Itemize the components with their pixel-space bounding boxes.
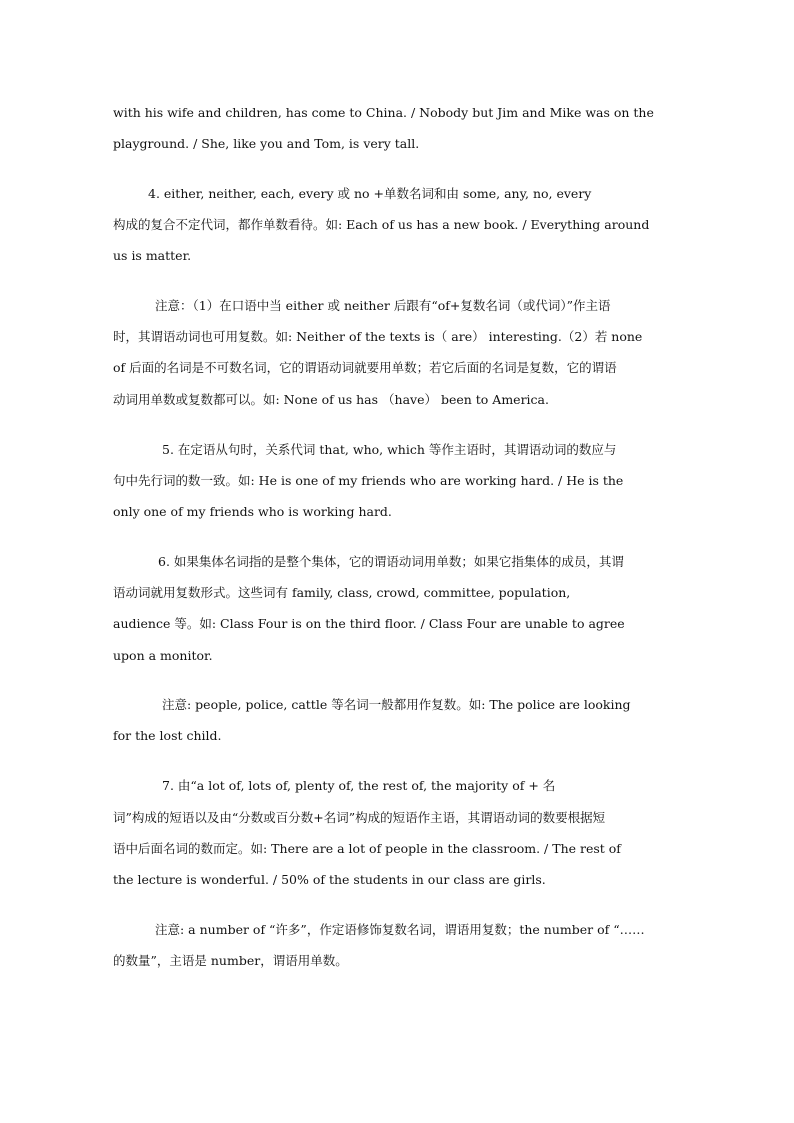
text-line: us is matter. [113,248,192,263]
text-line: for the lost child. [113,728,222,743]
text-line: 注意：（1）在口语中当 either 或 neither 后跟有“of+复数名词（或代词）”作主语 [155,298,611,313]
text-line: 注意: a number of “许多”，作定语修饰复数名词，谓语用复数；the number of “…… [155,922,645,937]
text-line: 的数量”，主语是 number，谓语用单数。 [113,953,348,968]
text-line: 4. either, neither, each, every 或 no +单数名词和由 some, any, no, every [148,186,592,201]
text-line: playground. / She, like you and Tom, is very tall. [113,136,420,151]
text-line: of 后面的名词是不可数名词，它的谓语动词就要用单数；若它后面的名词是复数，它的谓语 [113,360,617,375]
text-line: 时，其谓语动词也可用复数。如: Neither of the texts is（ are） interesting.（2）若 none [113,329,643,344]
text-line: 注意: people, police, cattle 等名词一般都用作复数。如: The police are looking [162,697,631,712]
text-line: 6. 如果集体名词指的是整个集体，它的谓语动词用单数；如果它指集体的成员，其谓 [158,554,624,569]
text-line: the lecture is wonderful. / 50% of the students in our class are girls. [113,872,546,887]
text-line: audience 等。如: Class Four is on the third floor. / Class Four are unable to agree [113,616,625,631]
text-line: 5. 在定语从句时，关系代词 that, who, which 等作主语时，其谓语动词的数应与 [162,442,617,457]
text-line: 词”构成的短语以及由“分数或百分数+名词”构成的短语作主语，其谓语动词的数要根据短 [113,810,606,825]
text-line: only one of my friends who is working hard. [113,504,392,519]
text-line: 语动词就用复数形式。这些词有 family, class, crowd, committee, population, [113,585,571,600]
text-line: 句中先行词的数一致。如: He is one of my friends who are working hard. / He is the [113,473,624,488]
text-line: 动词用单数或复数都可以。如: None of us has （have） been to America. [113,392,549,407]
text-line: 7. 由“a lot of, lots of, plenty of, the rest of, the majority of + 名 [162,778,556,793]
text-line: upon a monitor. [113,648,213,663]
text-line: 构成的复合不定代词，都作单数看待。如: Each of us has a new book. / Everything around [113,217,650,232]
text-line: 语中后面名词的数而定。如: There are a lot of people in the classroom. / The rest of [113,841,621,856]
text-line: with his wife and children, has come to China. / Nobody but Jim and Mike was on the [113,105,654,120]
